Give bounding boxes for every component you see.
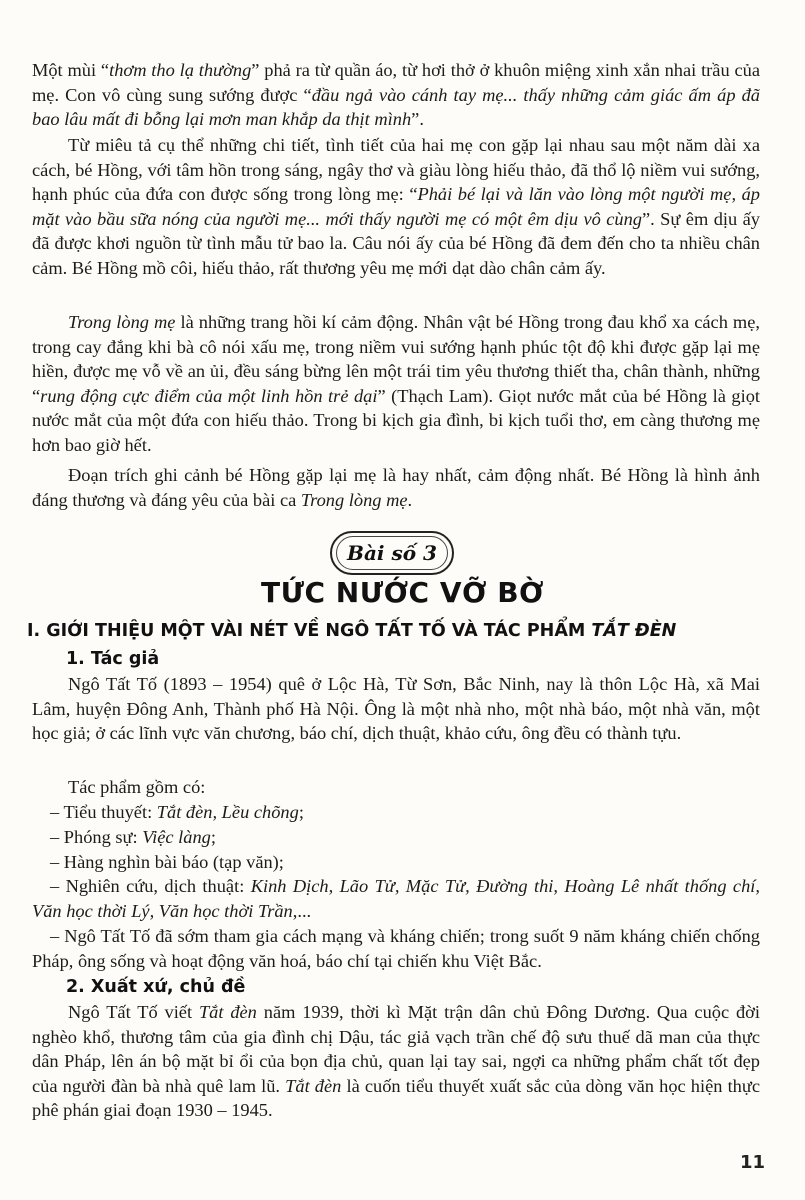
section-heading: I. GIỚI THIỆU MỘT VÀI NÉT VỀ NGÔ TẤT TỐ VÀ TÁC PHẨM TẮT ĐÈN (27, 621, 677, 641)
page-number: 11 (740, 1152, 766, 1173)
lesson-title: TỨC NƯỚC VỠ BỜ (260, 576, 545, 609)
works-item-revolution: – Ngô Tất Tố đã sớm tham gia cách mạng và kháng chiến; trong suốt 9 năm kháng chiến chống Pháp, ông sống và hoạt động văn hoá, báo chí tại chiến khu Việt Bắc. (32, 926, 760, 971)
lesson-badge (330, 531, 454, 575)
works-intro: Tác phẩm gồm có: (68, 777, 206, 797)
works-item-articles: – Hàng nghìn bài báo (tạp văn); (50, 852, 284, 872)
works-item-research: – Nghiên cứu, dịch thuật: Kinh Dịch, Lão Tử, Mặc Tử, Đường thi, Hoàng Lê nhất thống chí, Văn học thời Lý, Văn học thời Trần,... (32, 876, 760, 921)
paragraph-author: Ngô Tất Tố (1893 – 1954) quê ở Lộc Hà, Từ Sơn, Bắc Ninh, nay là thôn Lộc Hà, xã Mai Lâm, huyện Đông Anh, Thành phố Hà Nội. Ông là một nhà nho, một nhà báo, một nhà văn, một học giả; ở các lĩnh vực văn chương, báo chí, dịch thuật, khảo cứu, ông đều có thành tựu. (32, 674, 760, 744)
paragraph-memoir: Trong lòng mẹ là những trang hồi kí cảm động. Nhân vật bé Hồng trong đau khổ xa cách mẹ, trong cay đắng khi bà cô nói xấu mẹ, trong niềm vui sướng hạnh phúc tột độ khi được gặp lại mẹ hiền, được mẹ vỗ về an ủi, đều sáng bừng lên một trái tim yêu thương thiết tha, chân thành, những “rung động cực điểm của một linh hồn trẻ dại” (Thạch Lam). Giọt nước mắt của bé Hồng là giọt nước mắt của một đứa con hiếu thảo. Trong bi kịch gia đình, bi kịch tuổi thơ, em càng thương mẹ hơn bao giờ hết. (32, 312, 760, 455)
paragraph-mother-scent: Một mùi “thơm tho lạ thường” phả ra từ quần áo, từ hơi thở ở khuôn miệng xinh xắn nhai trầu của mẹ. Con vô cùng sung sướng được “đầu ngả vào cánh tay mẹ... thấy những cảm giác ấm áp đã bao lâu mất đi bỗng lại mơn man khắp da thịt mình”. (32, 60, 760, 130)
subheading-origin: 2. Xuất xứ, chủ đề (66, 977, 246, 997)
paragraph-origin: Ngô Tất Tố viết Tắt đèn năm 1939, thời kì Mặt trận dân chủ Đông Dương. Qua cuộc đời nghèo khổ, thương tâm của gia đình chị Dậu, tác giả vạch trần chế độ sưu thuế dã man của thực dân Pháp, lên án bộ mặt bỉ ổi của bọn địa chủ, quan lại tay sai, ngợi ca những phẩm chất tốt đẹp của người đàn bà nhà quê lam lũ. Tắt đèn là cuốn tiểu thuyết xuất sắc của dòng văn học hiện thực phê phán giai đoạn 1930 – 1945. (32, 1002, 761, 1121)
works-item-reportage: – Phóng sự: Việc làng; (50, 827, 216, 847)
paragraph-conclusion: Đoạn trích ghi cảnh bé Hồng gặp lại mẹ là hay nhất, cảm động nhất. Bé Hồng là hình ảnh đáng thương và đáng yêu của bài ca Trong lòng mẹ. (32, 465, 760, 510)
lesson-badge-label: Bài số 3 (347, 541, 437, 565)
badge-inner-border (336, 536, 448, 570)
subheading-author: 1. Tác giả (66, 649, 160, 669)
paragraph-tenderness: Từ miêu tả cụ thể những chi tiết, tình tiết của hai mẹ con gặp lại nhau sau một năm dài xa cách, bé Hồng, với tâm hồn trong sáng, ngây thơ và giàu lòng hiếu thảo, đã thổ lộ niềm vui sướng, hạnh phúc của đứa con được sống trong lòng mẹ: “Phải bé lại và lăn vào lòng một người mẹ, áp mặt vào bầu sữa nóng của người mẹ... mới thấy người mẹ có một êm dịu vô cùng”. Sự êm dịu ấy đã được khơi nguồn từ tình mẫu tử bao la. Câu nói ấy của bé Hồng đã đem đến cho ta nhiều chân cảm. Bé Hồng mồ côi, hiếu thảo, rất thương yêu mẹ mới dạt dào chân cảm ấy. (32, 135, 761, 278)
works-item-novels: – Tiểu thuyết: Tắt đèn, Lều chõng; (50, 802, 304, 822)
